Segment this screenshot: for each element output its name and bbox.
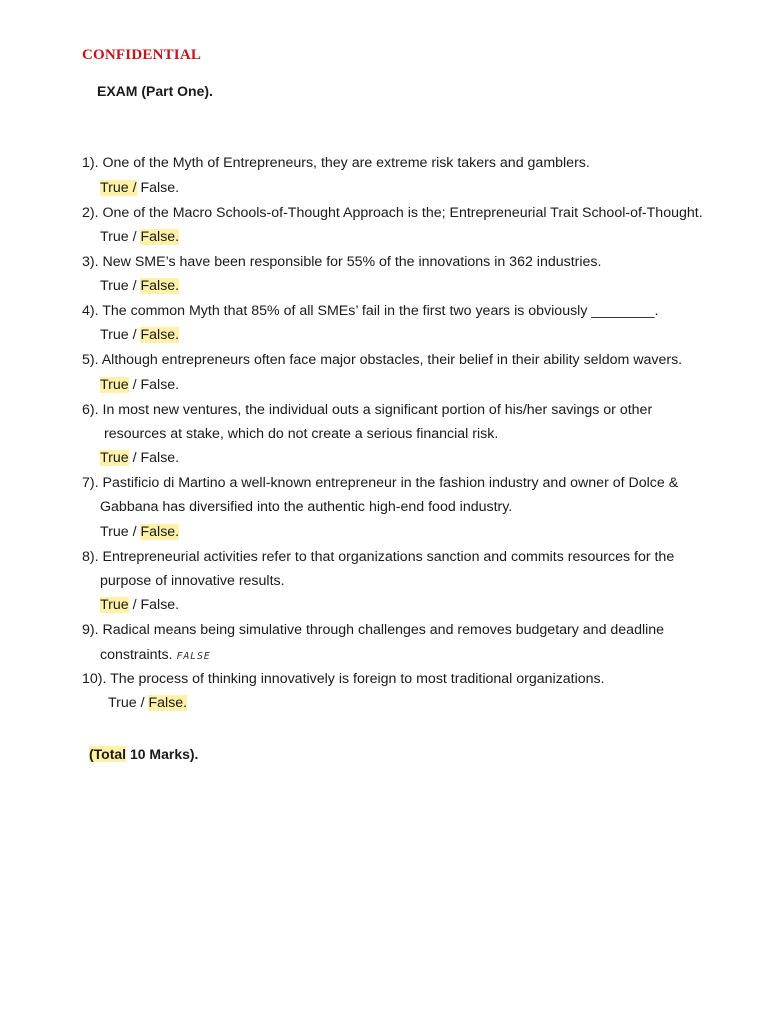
- total-rest: 10 Marks).: [126, 746, 199, 762]
- handwritten-answer-9: FALSE: [176, 651, 211, 662]
- answer-6-highlight: True: [100, 450, 129, 466]
- total-marks: [89, 745, 198, 763]
- answer-1: [100, 179, 179, 197]
- question-9-cont: [100, 646, 211, 666]
- question-9-cont-text: constraints.: [100, 647, 173, 663]
- answer-3: [100, 277, 179, 295]
- question-7-cont: Gabbana has diversified into the authentic high-end food industry.: [100, 499, 513, 515]
- answer-6: [100, 449, 179, 467]
- question-7: 7). Pastificio di Martino a well-known entrepreneur in the fashion industry and owner of Dolce &: [82, 475, 679, 491]
- answer-5: [100, 376, 179, 394]
- answer-2: [100, 228, 179, 246]
- answer-4-rest: True /: [100, 327, 141, 343]
- answer-4-highlight: False.: [140, 327, 180, 343]
- answer-10-highlight: False.: [148, 695, 188, 711]
- answer-3-rest: True /: [100, 278, 141, 294]
- question-5: 5). Although entrepreneurs often face major obstacles, their belief in their ability seldom wavers.: [82, 352, 683, 368]
- answer-8-highlight: True: [100, 597, 129, 613]
- confidential-label: CONFIDENTIAL: [82, 47, 202, 63]
- question-8: 8). Entrepreneurial activities refer to that organizations sanction and commits resources for the: [82, 549, 675, 565]
- answer-2-highlight: False.: [140, 229, 180, 245]
- question-2: 2). One of the Macro Schools-of-Thought Approach is the; Entrepreneurial Trait School-of-Thought.: [82, 205, 703, 221]
- answer-4: [100, 326, 179, 344]
- answer-7: [100, 523, 179, 541]
- question-6: 6). In most new ventures, the individual outs a significant portion of his/her savings or other: [82, 402, 653, 418]
- answer-2-rest: True /: [100, 229, 141, 245]
- question-1: 1). One of the Myth of Entrepreneurs, they are extreme risk takers and gamblers.: [82, 155, 590, 171]
- answer-5-highlight: True: [100, 377, 129, 393]
- question-3: 3). New SME’s have been responsible for 55% of the innovations in 362 industries.: [82, 254, 602, 270]
- question-4: 4). The common Myth that 85% of all SMEs’ fail in the first two years is obviously ________.: [82, 303, 659, 319]
- question-6-cont: resources at stake, which do not create a serious financial risk.: [104, 426, 499, 442]
- exam-title: EXAM (Part One).: [97, 83, 213, 99]
- total-highlight: (Total: [89, 746, 127, 762]
- answer-8-rest: / False.: [128, 597, 180, 613]
- answer-6-rest: / False.: [128, 450, 180, 466]
- answer-3-highlight: False.: [140, 278, 180, 294]
- question-10: 10). The process of thinking innovatively is foreign to most traditional organizations.: [82, 671, 605, 687]
- answer-1-highlight: True /: [100, 180, 137, 196]
- answer-1-rest: False.: [136, 180, 180, 196]
- question-9: 9). Radical means being simulative through challenges and removes budgetary and deadline: [82, 622, 665, 638]
- answer-10-rest: True /: [108, 695, 149, 711]
- question-8-cont: purpose of innovative results.: [100, 573, 285, 589]
- answer-7-rest: True /: [100, 524, 141, 540]
- answer-10: [108, 694, 187, 712]
- answer-8: [100, 596, 179, 614]
- answer-7-highlight: False.: [140, 524, 180, 540]
- answer-5-rest: / False.: [128, 377, 180, 393]
